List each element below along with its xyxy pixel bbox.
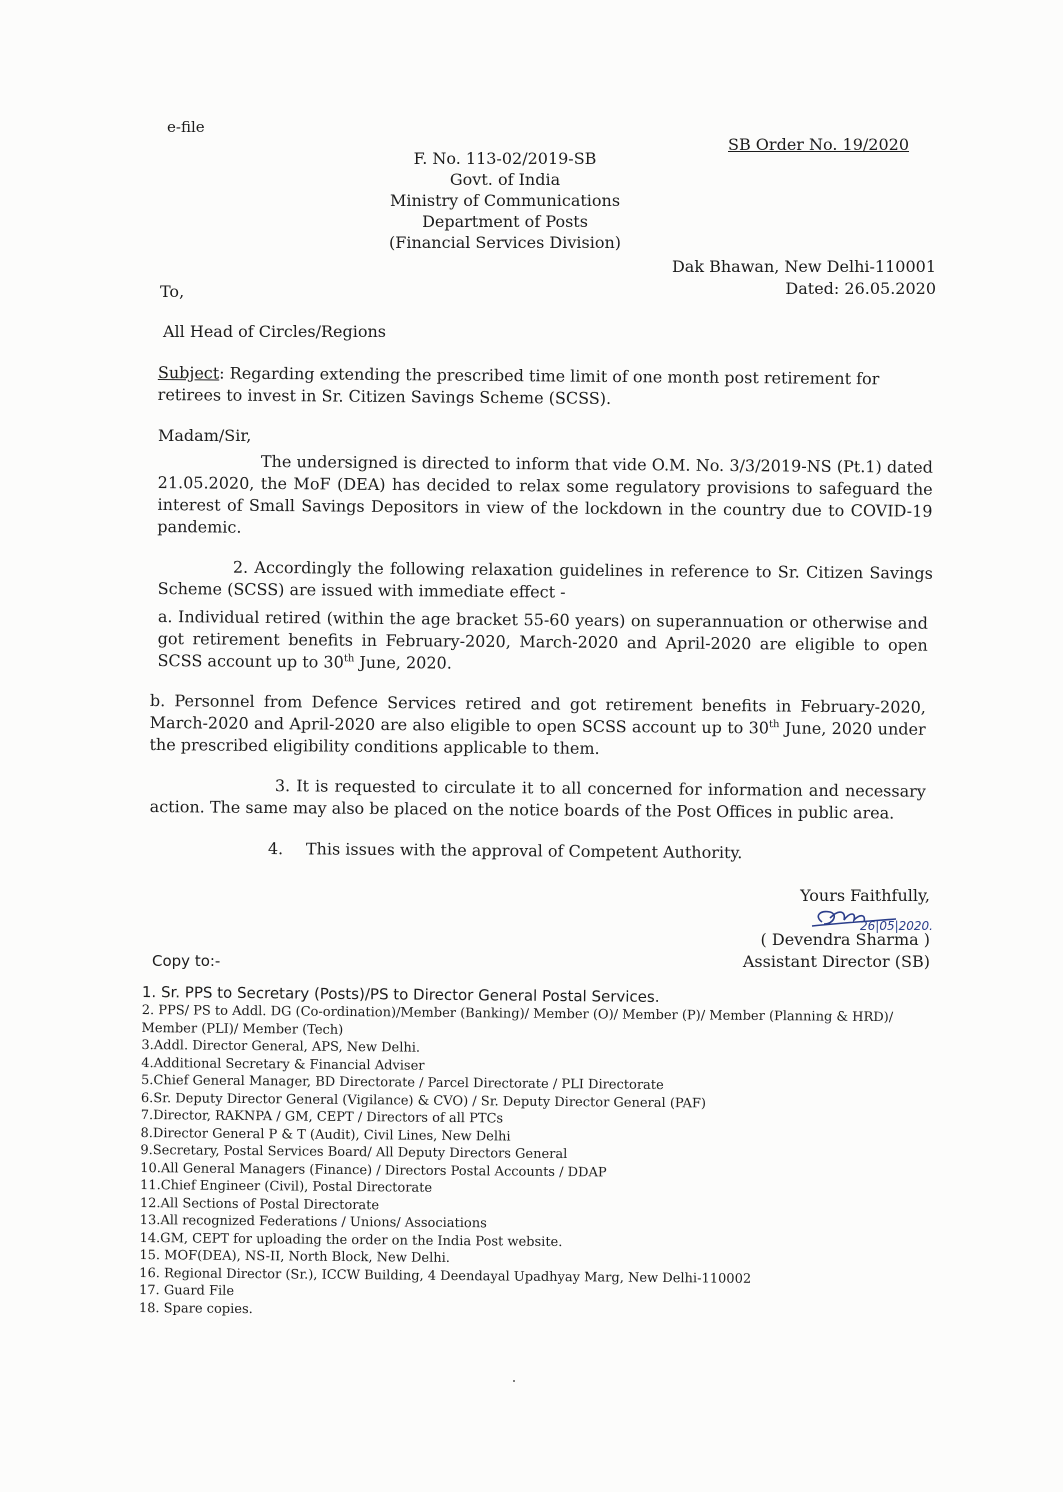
list-item: 15. MOF(DEA), NS-II, North Block, New Delhi. [139, 1247, 451, 1266]
paragraph-2b [149, 690, 926, 763]
paragraph-1: The undersigned is directed to inform that vide O.M. No. 3/3/2019-NS (Pt.1) dated 21.05.2020, the MoF (DEA) has decided to relax some regulatory provisions to safeguard the interest of Small Savings Depositors in view of the lockdown in the country due to COVID-19 pandemic. [157, 451, 933, 537]
list-item: 10.All General Managers (Finance) / Directors Postal Accounts / DDAP [140, 1160, 607, 1180]
list-item: 8.Director General P & T (Audit), Civil Lines, New Delhi [140, 1125, 511, 1145]
handwritten-signature [800, 904, 1010, 942]
govt-name: Govt. of India [449, 170, 561, 189]
list-item: 17. Guard File [138, 1282, 235, 1299]
subject-line [158, 362, 928, 413]
order-number [728, 135, 909, 154]
paragraph-3: 3. It is requested to circulate it to all concerned for information and necessary action. The same may also be placed on the notice boards of the Post Offices in public area. [149, 776, 926, 823]
list-item: 6.Sr. Deputy Director General (Vigilance) & CVO) / Sr. Deputy Director General (PAF) [140, 1090, 707, 1111]
list-item: 5.Chief General Manager, BD Directorate / Parcel Directorate / PLI Directorate [140, 1072, 664, 1094]
list-item: 18. Spare copies. [138, 1300, 253, 1317]
letter-date: Dated: 26.05.2020 [785, 279, 936, 298]
to-label: To, [160, 282, 185, 301]
signatory-designation: Assistant Director (SB) [742, 952, 930, 971]
list-item: 3.Addl. Director General, APS, New Delhi. [141, 1037, 421, 1056]
paragraph-2a-end: June, 2020. [354, 652, 452, 673]
list-item: 14.GM, CEPT for uploading the order on the India Post website. [139, 1230, 563, 1250]
paragraph-2b-end: June, 2020 under the prescribed eligibility conditions applicable to them. [149, 718, 926, 758]
subject-text: : Regarding extending the prescribed time limit of one month post retirement for retirees to invest in Sr. Citizen Savings Scheme (SCSS). [157, 363, 880, 408]
subject-label: Subject [157, 362, 220, 383]
salutation: Madam/Sir, [158, 426, 252, 445]
paragraph-2: 2. Accordingly the following relaxation guidelines in reference to Sr. Citizen Savings Scheme (SCSS) are issued with immediate effect - [157, 557, 933, 602]
paragraph-2a-sup: th [343, 653, 355, 665]
paragraph-2b-text: b. Personnel from Defence Services retired and got retirement benefits in February-2020, March-2020 and April-2020 are also eligible to open SCSS account up to 30 [149, 690, 926, 738]
list-item: 2. PPS/ PS to Addl. DG (Co-ordination)/Member (Banking)/ Member (O)/ Member (P)/ Member (Planning & HRD)/ Member (PLI)/ Member (Tech) [141, 1002, 894, 1038]
list-item: 12.All Sections of Postal Directorate [139, 1195, 380, 1213]
letterhead [330, 148, 680, 253]
handwritten-date: 26|05|2020. [860, 919, 933, 933]
department-name: Department of Posts [422, 212, 588, 231]
copy-to-list [139, 983, 902, 1324]
file-number: F. No. 113-02/2019-SB [413, 149, 597, 168]
paragraph-4-number: 4. [267, 838, 284, 859]
address-place: Dak Bhawan, New Delhi-110001 [671, 257, 936, 276]
ministry-name: Ministry of Communications [389, 191, 621, 210]
recipients: All Head of Circles/Regions [163, 322, 386, 341]
signatory-name: ( Devendra Sharma ) [760, 930, 930, 949]
paragraph-2b-sup: th [768, 719, 780, 731]
paragraph-2a-text: a. Individual retired (within the age bracket 55-60 years) on superannuation or otherwise and got retirement benefits in February-2020, March-2020 and April-2020 are eligible to open SCSS account up to 30 [157, 606, 928, 672]
efile-label: e-file [167, 118, 205, 136]
division-name: (Financial Services Division) [389, 233, 621, 252]
closing: Yours Faithfully, [800, 886, 930, 905]
list-item: 11.Chief Engineer (Civil), Postal Directorate [139, 1177, 433, 1196]
list-item: 1. Sr. PPS to Secretary (Posts)/PS to Director General Postal Services. [141, 983, 660, 1006]
sender-address [620, 256, 936, 300]
paragraph-4 [268, 838, 768, 864]
list-item: 4.Additional Secretary & Financial Adviser [141, 1055, 425, 1074]
scan-speck [513, 1380, 515, 1382]
copy-to-label: Copy to:- [152, 952, 221, 970]
paragraph-2a [157, 606, 928, 679]
list-item: 7.Director, RAKNPA / GM, CEPT / Directors of all PTCs [140, 1107, 504, 1127]
list-item: 9.Secretary, Postal Services Board/ All Deputy Directors General [140, 1142, 568, 1163]
order-number-text: SB Order No. 19/2020 [728, 135, 910, 154]
list-item: 13.All recognized Federations / Unions/ Associations [139, 1212, 487, 1232]
list-item: 16. Regional Director (Sr.), ICCW Building, 4 Deendayal Upadhyay Marg, New Delhi-110002 [139, 1265, 752, 1287]
paragraph-4-text: This issues with the approval of Competent Authority. [305, 839, 743, 863]
